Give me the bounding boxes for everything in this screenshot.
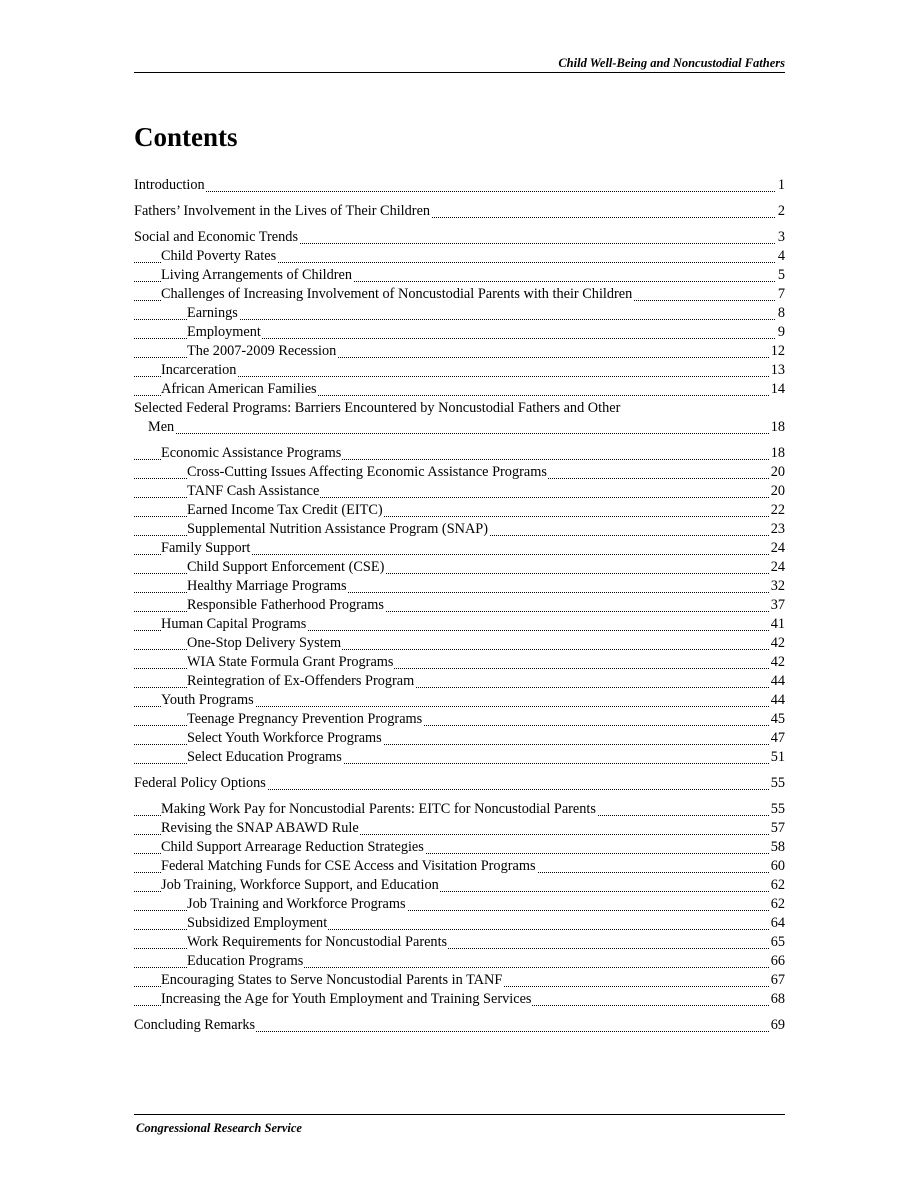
toc-page-number: 18 — [770, 445, 785, 461]
toc-page-number: 62 — [770, 877, 785, 893]
toc-entry[interactable] — [134, 800, 785, 819]
toc-entry-title: Encouraging States to Serve Noncustodial Parents in TANF — [161, 972, 503, 988]
toc-entry[interactable] — [134, 774, 785, 793]
toc-page-number: 20 — [770, 483, 785, 499]
toc-entry-title: Select Education Programs — [187, 749, 342, 765]
toc-entry[interactable] — [134, 914, 785, 933]
toc-page-number: 18 — [770, 419, 785, 435]
toc-entry[interactable] — [134, 228, 785, 247]
toc-entry-title: Earned Income Tax Credit (EITC) — [187, 502, 383, 518]
toc-page-number: 22 — [770, 502, 785, 518]
toc-entry-title: Employment — [187, 324, 261, 340]
toc-page-number: 44 — [770, 692, 785, 708]
running-footer: Congressional Research Service — [136, 1121, 302, 1135]
toc-entry-title: Responsible Fatherhood Programs — [187, 597, 384, 613]
toc-entry-title: TANF Cash Assistance — [187, 483, 320, 499]
toc-page-number: 58 — [770, 839, 785, 855]
dot-leader — [134, 191, 785, 192]
toc-page-number: 45 — [770, 711, 785, 727]
toc-page-number: 24 — [770, 559, 785, 575]
toc-entry-title: WIA State Formula Grant Programs — [187, 654, 394, 670]
toc-entry[interactable] — [134, 615, 785, 634]
toc-entry[interactable] — [134, 361, 785, 380]
toc-entry-title: Subsidized Employment — [187, 915, 328, 931]
toc-page-number: 4 — [777, 248, 785, 264]
toc-entry-title: Making Work Pay for Noncustodial Parents: EITC for Noncustodial Parents — [161, 801, 596, 817]
toc-page-number: 24 — [770, 540, 785, 556]
toc-entry[interactable] — [134, 857, 785, 876]
toc-entry-title: African American Families — [161, 381, 317, 397]
toc-entry-title: Human Capital Programs — [161, 616, 307, 632]
toc-entry-title: Youth Programs — [161, 692, 254, 708]
toc-page-number: 14 — [770, 381, 785, 397]
toc-entry[interactable] — [134, 380, 785, 399]
toc-page-number: 62 — [770, 896, 785, 912]
toc-entry[interactable] — [134, 1016, 785, 1035]
toc-entry-title: Child Poverty Rates — [161, 248, 277, 264]
toc-page-number: 47 — [770, 730, 785, 746]
toc-page-number: 8 — [777, 305, 785, 321]
toc-page-number: 13 — [770, 362, 785, 378]
toc-entry[interactable] — [134, 691, 785, 710]
toc-entry-title: Family Support — [161, 540, 251, 556]
toc-entry-title-continued: Men — [148, 419, 175, 435]
toc-entry[interactable] — [134, 558, 785, 577]
toc-entry[interactable] — [134, 819, 785, 838]
toc-entry[interactable] — [134, 463, 785, 482]
toc-entry[interactable] — [134, 933, 785, 952]
toc-entry[interactable] — [134, 653, 785, 672]
toc-page-number: 55 — [770, 801, 785, 817]
toc-entry[interactable] — [134, 176, 785, 195]
toc-entry[interactable] — [134, 990, 785, 1009]
toc-entry[interactable] — [134, 444, 785, 463]
toc-page-number: 64 — [770, 915, 785, 931]
toc-entry-title: Teenage Pregnancy Prevention Programs — [187, 711, 423, 727]
toc-page-number: 9 — [777, 324, 785, 340]
toc-entry[interactable] — [134, 501, 785, 520]
toc-page-number: 51 — [770, 749, 785, 765]
toc-page-number: 37 — [770, 597, 785, 613]
toc-page-number: 2 — [777, 203, 785, 219]
toc-entry-title: The 2007-2009 Recession — [187, 343, 337, 359]
toc-entry[interactable] — [134, 323, 785, 342]
toc-entry-title: Reintegration of Ex-Offenders Program — [187, 673, 415, 689]
toc-entry-title: Fathers’ Involvement in the Lives of Their Children — [134, 203, 431, 219]
toc-page-number: 12 — [770, 343, 785, 359]
toc-entry[interactable] — [134, 729, 785, 748]
toc-entry[interactable] — [134, 266, 785, 285]
toc-entry[interactable] — [134, 672, 785, 691]
toc-entry[interactable] — [134, 971, 785, 990]
toc-entry-title: Earnings — [187, 305, 238, 321]
toc-page-number: 32 — [770, 578, 785, 594]
toc-page-number: 42 — [770, 654, 785, 670]
toc-entry-title: Job Training, Workforce Support, and Education — [161, 877, 439, 893]
toc-entry-title: Challenges of Increasing Involvement of Noncustodial Parents with their Children — [161, 286, 633, 302]
toc-entry[interactable] — [134, 710, 785, 729]
toc-entry[interactable] — [134, 876, 785, 895]
toc-page-number: 1 — [777, 177, 785, 193]
toc-entry[interactable] — [134, 838, 785, 857]
toc-page-number: 65 — [770, 934, 785, 950]
toc-entry-title: Increasing the Age for Youth Employment and Training Services — [161, 991, 532, 1007]
toc-entry[interactable] — [134, 634, 785, 653]
toc-page-number: 44 — [770, 673, 785, 689]
toc-page-number: 57 — [770, 820, 785, 836]
toc-entry-title: Living Arrangements of Children — [161, 267, 352, 283]
toc-entry-title: Healthy Marriage Programs — [187, 578, 347, 594]
toc-entry-title: Education Programs — [187, 953, 304, 969]
toc-page-number: 42 — [770, 635, 785, 651]
page-title: Contents — [134, 122, 238, 152]
toc-entry-title: Child Support Enforcement (CSE) — [187, 559, 385, 575]
toc-page-number: 7 — [777, 286, 785, 302]
toc-page-number: 23 — [770, 521, 785, 537]
toc-entry[interactable] — [134, 304, 785, 323]
toc-entry-title: Select Youth Workforce Programs — [187, 730, 382, 746]
toc-entry-title: Revising the SNAP ABAWD Rule — [161, 820, 359, 836]
dot-leader — [148, 433, 785, 434]
toc-entry[interactable] — [134, 285, 785, 304]
running-header: Child Well-Being and Noncustodial Fathers — [558, 56, 785, 70]
toc-entry-title: One-Stop Delivery System — [187, 635, 342, 651]
toc-page-number: 60 — [770, 858, 785, 874]
toc-page-number: 3 — [777, 229, 785, 245]
toc-entry-title: Federal Policy Options — [134, 775, 266, 791]
toc-entry[interactable] — [134, 342, 785, 361]
toc-entry-title: Supplemental Nutrition Assistance Program (SNAP) — [187, 521, 489, 537]
toc-entry[interactable] — [134, 520, 785, 539]
toc-page-number: 41 — [770, 616, 785, 632]
toc-page-number: 67 — [770, 972, 785, 988]
toc-page-number: 20 — [770, 464, 785, 480]
toc-entry-title: Introduction — [134, 177, 205, 193]
toc-entry[interactable] — [134, 539, 785, 558]
toc-page-number: 68 — [770, 991, 785, 1007]
header-divider — [134, 72, 785, 73]
toc-entry[interactable] — [134, 895, 785, 914]
footer-divider — [134, 1114, 785, 1115]
toc-entry[interactable] — [134, 748, 785, 767]
toc-page-number: 55 — [770, 775, 785, 791]
toc-entry[interactable] — [134, 952, 785, 971]
toc-entry[interactable] — [134, 247, 785, 266]
toc-entry-title: Job Training and Workforce Programs — [187, 896, 406, 912]
toc-entry-title: Cross-Cutting Issues Affecting Economic Assistance Programs — [187, 464, 547, 480]
toc-entry-title: Social and Economic Trends — [134, 229, 299, 245]
toc-entry-title: Economic Assistance Programs — [161, 445, 342, 461]
toc-entry-title: Child Support Arrearage Reduction Strategies — [161, 839, 424, 855]
toc-entry-title: Work Requirements for Noncustodial Parents — [187, 934, 448, 950]
toc-entry[interactable] — [134, 577, 785, 596]
toc-entry[interactable] — [134, 202, 785, 221]
toc-entry-title: Incarceration — [161, 362, 237, 378]
toc-entry[interactable] — [134, 596, 785, 615]
toc-entry-title: Concluding Remarks — [134, 1017, 256, 1033]
toc-page-number: 69 — [770, 1017, 785, 1033]
toc-entry-title: Selected Federal Programs: Barriers Encountered by Noncustodial Fathers and Other — [134, 399, 785, 418]
toc-entry[interactable] — [134, 482, 785, 501]
toc-page-number: 5 — [777, 267, 785, 283]
toc-entry[interactable] — [134, 399, 785, 437]
toc-entry-title: Federal Matching Funds for CSE Access and Visitation Programs — [161, 858, 536, 874]
toc-page-number: 66 — [770, 953, 785, 969]
table-of-contents — [134, 176, 785, 1035]
